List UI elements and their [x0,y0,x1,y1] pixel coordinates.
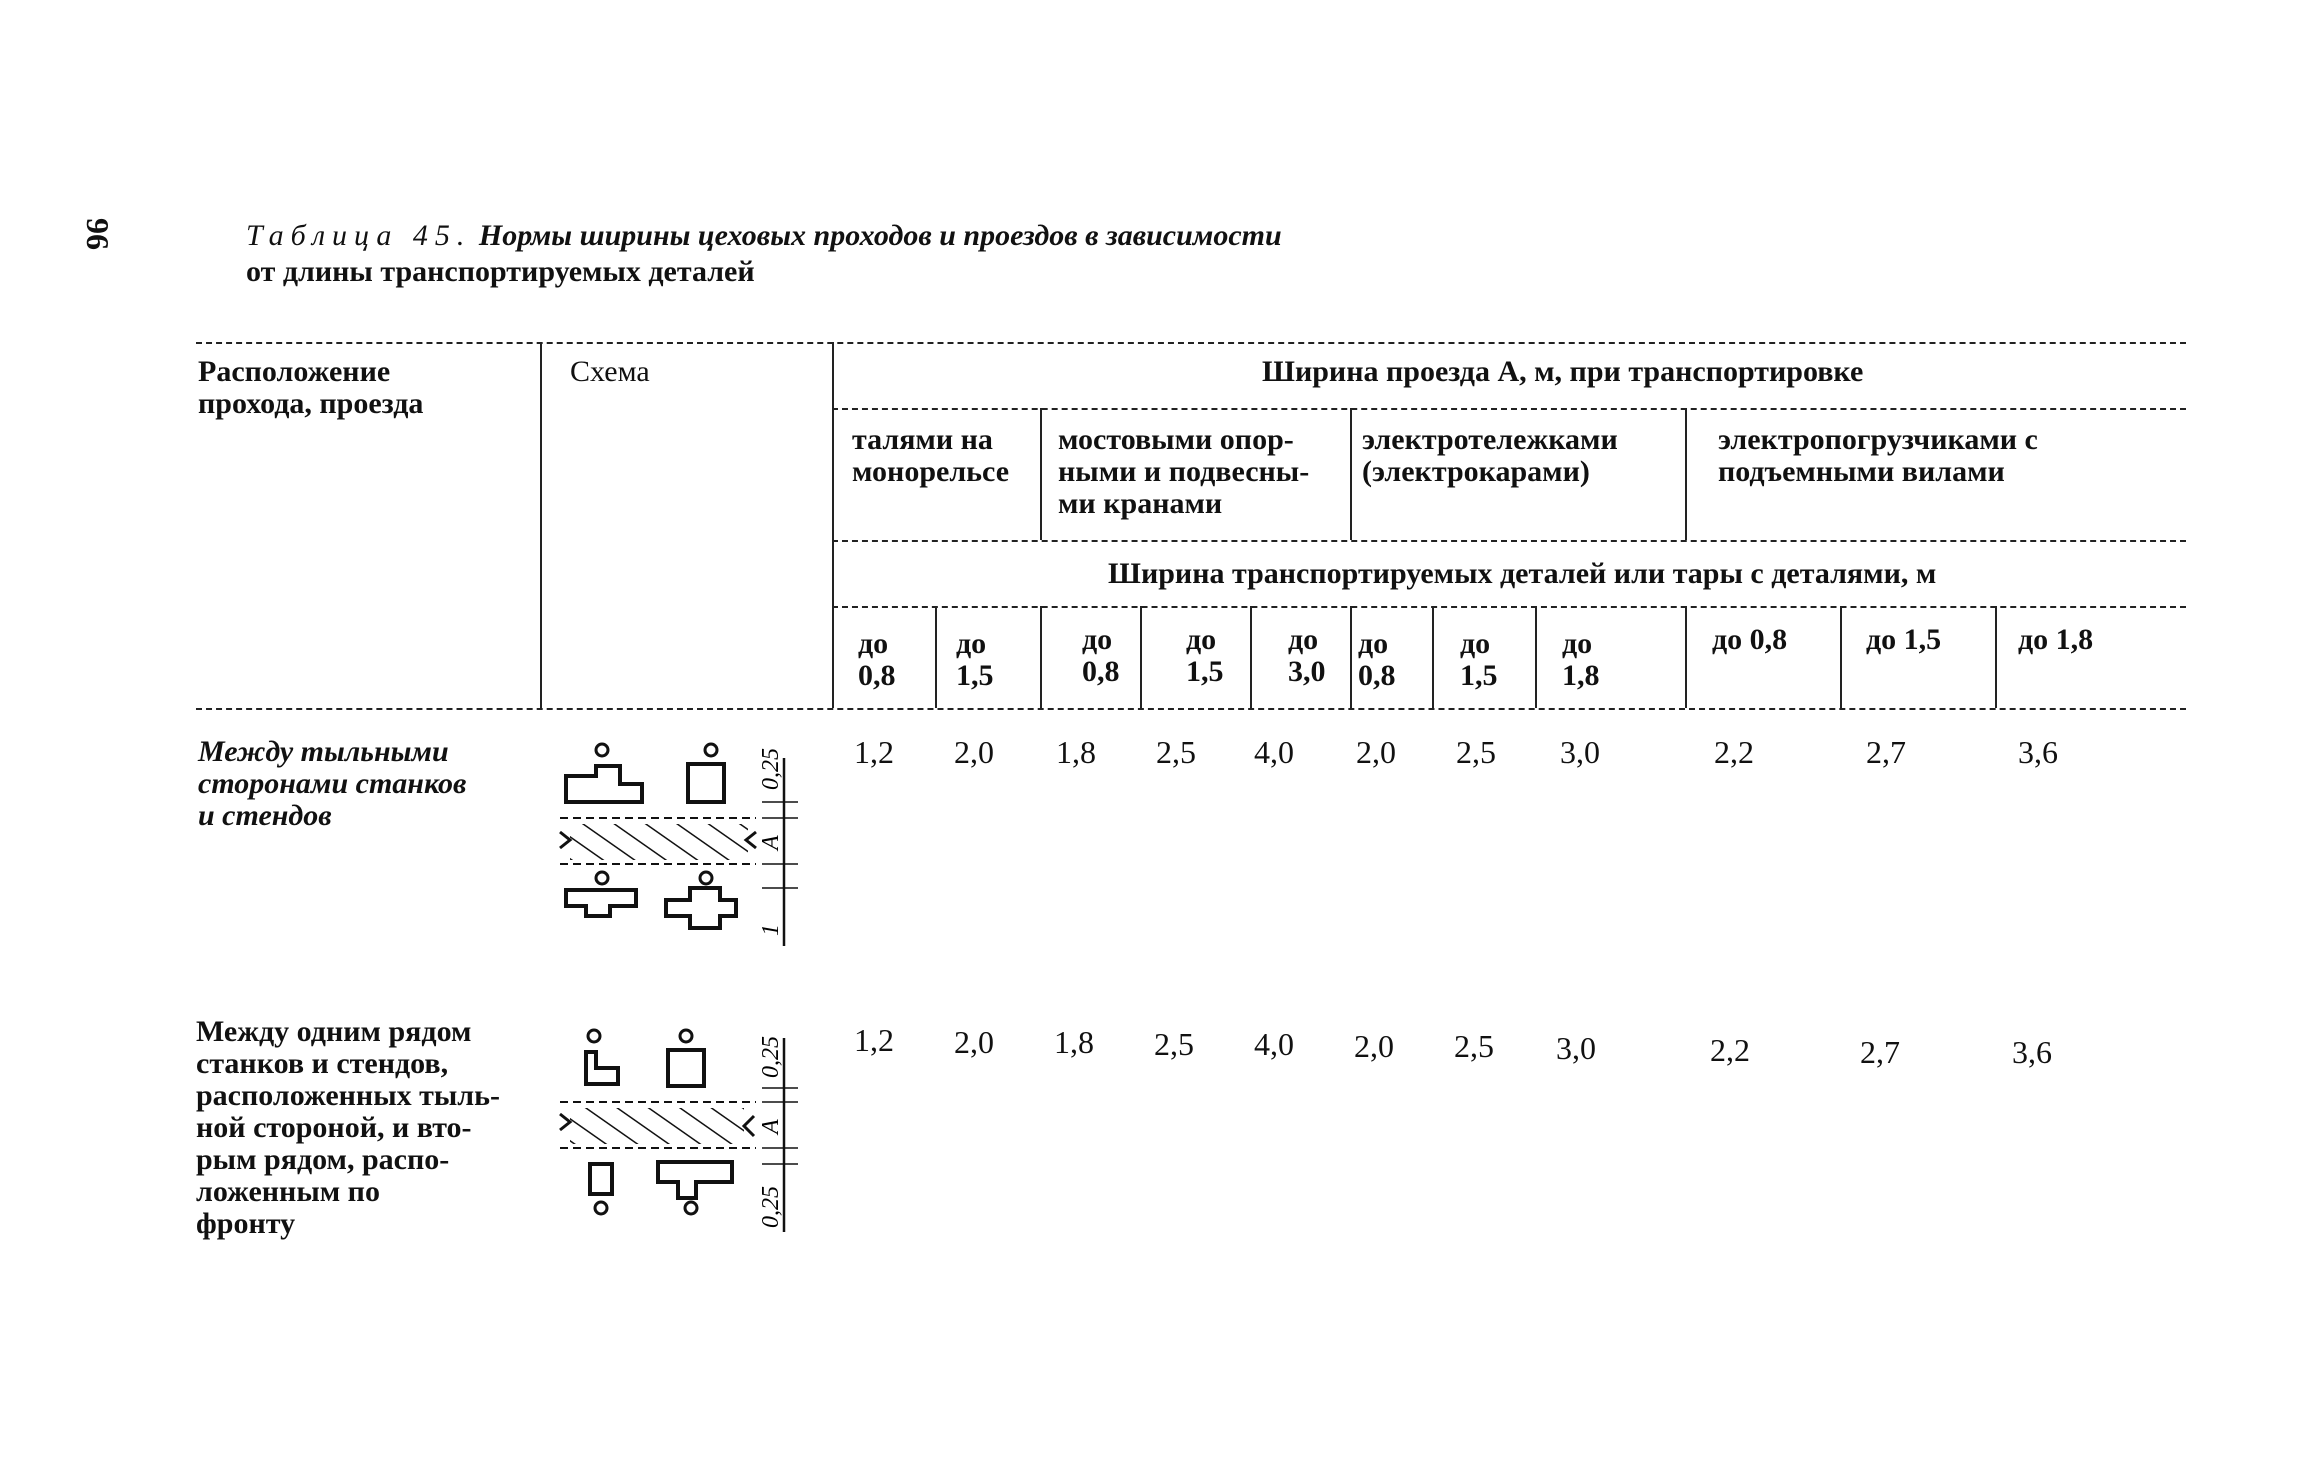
table-top-rule [196,342,2186,344]
col-divider-width-7 [1535,606,1537,708]
header-width-col: до 1,5 [1186,623,1224,688]
table-cell: 2,0 [1354,1028,1394,1064]
dimension-label: 1 [758,924,784,936]
table-cell: 1,2 [854,734,894,770]
table-cell: 4,0 [1254,1026,1294,1062]
col-divider-width-9 [1840,606,1842,708]
col-divider-transport-3 [1685,408,1687,540]
header-scheme: Схема [570,355,650,388]
header-transport-hoists: талями на монорельсе [852,423,1010,488]
dimension-label: 0,25 [758,1036,784,1078]
header-part-width: Ширина транспортируемых деталей или тары с деталями, м [1108,557,1937,590]
dimension-label: 0,25 [758,748,784,790]
header-location: Расположение прохода, проезда [198,355,424,420]
col-divider-width-8 [1685,606,1687,708]
col-divider-width-4 [1250,606,1252,708]
table-cell: 2,2 [1714,734,1754,770]
dimension-label: A [758,835,784,850]
table-cell: 2,0 [1356,734,1396,770]
col-divider-width-6 [1432,606,1434,708]
dimension-label: 0,25 [758,1186,784,1228]
header-width-col: до 0,8 [858,627,896,692]
table-caption [246,218,1282,290]
header-width-col: до 1,8 [2018,623,2094,656]
table-cell: 3,6 [2012,1034,2052,1070]
header-width-col: до 0,8 [1358,627,1396,692]
table-cell: 2,5 [1154,1026,1194,1062]
col-divider-width-1 [935,606,937,708]
header-width-col: до 1,5 [956,627,994,692]
caption-label: Таблица 45. [246,219,472,252]
col-divider-scheme [832,342,834,708]
table-cell: 2,0 [954,1024,994,1060]
header-width-col: до 1,8 [1562,627,1600,692]
header-width-col: до 0,8 [1082,623,1120,688]
dimension-label: A [758,1119,784,1134]
scheme-diagram [556,740,816,960]
table-cell: 3,0 [1560,734,1600,770]
col-divider-location [540,342,542,708]
table-cell: 2,7 [1866,734,1906,770]
table-cell: 2,5 [1156,734,1196,770]
caption-title: Нормы ширины цеховых проходов и проездов в зависимости [478,219,1282,252]
table-cell: 2,7 [1860,1034,1900,1070]
table-cell: 2,5 [1454,1028,1494,1064]
table-cell: 2,0 [954,734,994,770]
header-rule-1 [832,408,2186,410]
header-bottom-rule [196,708,2186,710]
table-cell: 2,2 [1710,1032,1750,1068]
page-number: 96 [80,218,116,250]
header-rule-2 [832,540,2186,542]
header-width-col: до 3,0 [1288,623,1326,688]
header-width-col: до 1,5 [1866,623,1942,656]
header-transport-forklifts: электропогрузчиками с подъемными вилами [1718,423,2038,488]
table-cell: 1,8 [1056,734,1096,770]
table-cell: 2,5 [1456,734,1496,770]
row-label: Между тыльными сторонами станков и стендов [198,735,467,832]
header-rule-3 [832,606,2186,608]
scheme-diagram [556,1022,816,1242]
col-divider-width-2 [1040,606,1042,708]
col-divider-width-10 [1995,606,1997,708]
caption-title-line2: от длины транспортируемых деталей [246,255,755,288]
col-divider-width-5 [1350,606,1352,708]
header-width-col: до 0,8 [1712,623,1788,656]
header-width-group: Ширина проезда А, м, при транспортировке [1262,355,1864,388]
table-cell: 3,6 [2018,734,2058,770]
header-width-col: до 1,5 [1460,627,1498,692]
table-cell: 3,0 [1556,1030,1596,1066]
table-cell: 4,0 [1254,734,1294,770]
row-label: Между одним рядом станков и стендов, расположенных тыль- ной стороной, и вто- рым рядом, распо- ложенным по фронту [196,1015,500,1240]
header-transport-cranes: мостовыми опор- ными и подвесны- ми кранами [1058,423,1310,520]
col-divider-width-3 [1140,606,1142,708]
col-divider-transport-2 [1350,408,1352,540]
col-divider-transport-1 [1040,408,1042,540]
header-transport-electrocarts: электротележками (электрокарами) [1362,423,1618,488]
table-cell: 1,8 [1054,1024,1094,1060]
table-cell: 1,2 [854,1022,894,1058]
